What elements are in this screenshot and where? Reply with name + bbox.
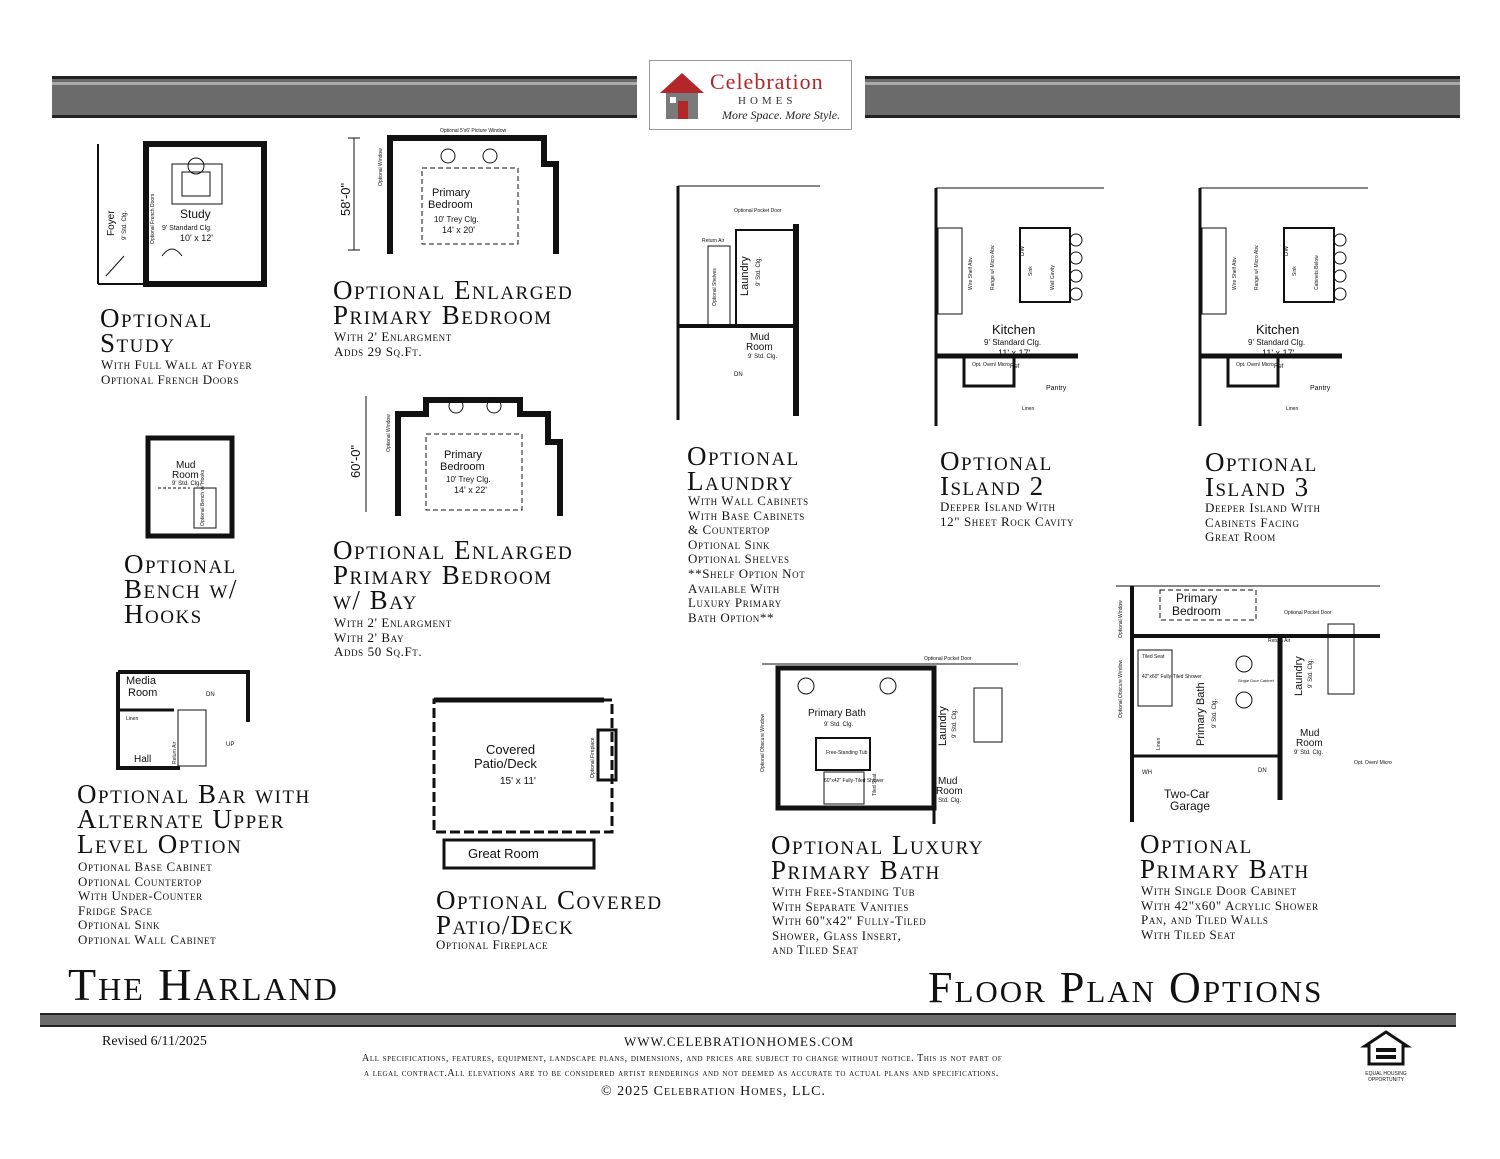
brand-sub: HOMES — [738, 95, 797, 107]
plan-bar — [114, 668, 254, 774]
french-doors-label: Optional French Doors — [150, 193, 156, 244]
island2-sink-label: Sink — [1028, 266, 1034, 276]
desc-bar: Optional Base Cabinet Optional Countertop With Under-Counter Fridge Space Optional Sink Optional Wall Cabinet — [78, 859, 217, 947]
bench-room-line2: Room — [172, 470, 199, 481]
title-island-3: Optional Island 3 — [1205, 447, 1318, 502]
foyer-label: Foyer — [106, 210, 117, 236]
revised-date: Revised 6/11/2025 — [102, 1034, 207, 1049]
patio-great-room-label: Great Room — [468, 846, 539, 861]
island2-oven-label: Opt. Oven/ Micro — [972, 362, 1010, 368]
primary-bath-clg-label: 9' Std. Clg. — [1212, 698, 1218, 728]
desc-island-2: Deeper Island With 12" Sheet Rock Cavity — [940, 499, 1075, 529]
bar-room-line2: Room — [128, 687, 158, 699]
luxury-mud-line2: Room — [936, 786, 963, 797]
desc-optional-study: With Full Wall at Foyer Optional French Doors — [101, 357, 253, 387]
plan-bench — [140, 432, 240, 544]
primary-obscure-label: Optional Obscure Window — [1118, 659, 1124, 718]
island3-oven-label: Opt. Oven/ Micro — [1236, 362, 1274, 368]
header-band-left — [52, 76, 637, 118]
bay-clg-label: 10' Trey Clg. — [446, 475, 491, 484]
eho-line-2: OPPORTUNITY — [1367, 1077, 1405, 1083]
desc-island-3: Deeper Island With Cabinets Facing Great Room — [1205, 500, 1321, 545]
plan-laundry — [670, 180, 830, 426]
island2-cavity-label: Wall Cavity — [1050, 265, 1056, 290]
title-luxury-bath: Optional Luxury Primary Bath — [771, 830, 985, 885]
primary-laundry-label: Laundry — [1293, 656, 1305, 696]
laundry-pocket-label: Optional Pocket Door — [734, 208, 782, 214]
bay-room-label — [440, 449, 485, 473]
desc-laundry: With Wall Cabinets With Base Cabinets & Countertop Optional Sink Optional Shelves **Shelf Option Not Available With Luxury Primary Bath Option** — [688, 493, 809, 625]
island3-cabinets-label: Cabinets Below — [1314, 255, 1320, 290]
study-dims-label: 10' x 12' — [180, 233, 213, 243]
island2-shelf-label: Wire Shelf Abv. — [968, 256, 974, 290]
island3-sink-label: Sink — [1292, 266, 1298, 276]
patio-fireplace-label: Optional Fireplace — [590, 737, 596, 778]
bay-room-line2: Bedroom — [440, 461, 485, 473]
laundry-room-label: Laundry — [739, 256, 751, 296]
island3-dw-label: DW — [1284, 246, 1290, 256]
primary-cabinet-label: Single Door Cabinet — [1238, 678, 1274, 683]
enlarged-clg-label: 10' Trey Clg. — [434, 215, 479, 224]
laundry-mud-label — [746, 332, 773, 353]
desc-patio: Optional Fireplace — [436, 937, 549, 952]
bay-dims-label: 14' x 22' — [454, 485, 487, 495]
luxury-laundry-label: Laundry — [937, 706, 949, 746]
island2-dims-label: 11' x 17' — [998, 348, 1031, 358]
brand-name: Celebration — [710, 69, 824, 94]
picture-window-label: Optional 5'x6' Picture Window — [440, 128, 507, 134]
title-bar: Optional Bar with Alternate Upper Level Option — [77, 779, 311, 859]
island3-pantry-label: Pantry — [1310, 385, 1331, 392]
desc-primary-bath: With Single Door Cabinet With 42"x60" Acrylic Shower Pan, and Tiled Walls With Tiled Seat — [1141, 883, 1319, 942]
title-enlarged-bedroom: Optional Enlarged Primary Bedroom — [333, 275, 574, 330]
footer-rule — [40, 1013, 1456, 1027]
enlarged-room-line2: Bedroom — [428, 199, 473, 211]
primary-wh-label: WH — [1142, 770, 1152, 776]
header-band-right — [865, 76, 1460, 118]
primary-mud-line1: Mud — [1300, 728, 1320, 739]
title-laundry: Optional Laundry — [687, 441, 800, 496]
primary-bedroom-line2: Bedroom — [1172, 604, 1221, 618]
disclaimer-line-1: All specifications, features, equipment, landscape plans, dimensions, and prices are subject to change without notice. This is not part of — [362, 1053, 1003, 1064]
primary-linen-label: Linen — [1156, 737, 1162, 750]
copyright: © 2025 Celebration Homes, LLC. — [601, 1084, 826, 1099]
island2-room-label: Kitchen — [992, 322, 1036, 337]
patio-room-label — [474, 742, 537, 771]
bench-room-label — [172, 460, 199, 481]
disclaimer-line-2: a legal contract.All elevations are to be considered artist renderings and not deemed as accurate to actual plans and specifications. — [364, 1068, 999, 1079]
luxury-mud-clg-label: 9' Std. Clg. — [932, 798, 962, 804]
primary-pocket-label: Optional Pocket Door — [1284, 610, 1332, 616]
luxury-tub-label: Free-Standing Tub — [826, 750, 868, 756]
bench-hooks-label: Optional Bench w/ Hooks — [200, 469, 206, 526]
island3-room-label: Kitchen — [1256, 322, 1300, 337]
website-link[interactable]: WWW.CELEBRATIONHOMES.COM — [624, 1034, 855, 1049]
primary-dn-label: DN — [1258, 768, 1267, 774]
laundry-dn-label: DN — [734, 372, 743, 378]
study-room-label: Study — [180, 207, 211, 221]
bench-clg-label: 9' Std. Clg. — [172, 481, 202, 487]
brand-tagline: More Space. More Style. — [722, 108, 841, 122]
luxury-pocket-label: Optional Pocket Door — [924, 656, 972, 662]
primary-seat-label: Tiled Seat — [1142, 654, 1165, 660]
luxury-bath-clg-label: 9' Std. Clg. — [824, 722, 854, 728]
equal-housing-icon — [1363, 1030, 1409, 1066]
island2-linen-label: Linen — [1022, 406, 1035, 412]
title-bay-bedroom: Optional Enlarged Primary Bedroom w/ Bay — [333, 535, 574, 615]
primary-bedroom-line1: Primary — [1176, 591, 1218, 605]
equal-housing-logo — [1358, 1030, 1414, 1083]
plan-study — [92, 136, 272, 296]
primary-shower-label: 42"x60" Fully-Tiled Shower — [1142, 674, 1202, 680]
luxury-laundry-clg-label: 9' Std. Clg. — [952, 708, 958, 738]
island3-ref-label: Ref — [1274, 364, 1284, 370]
study-clg-label: 9' Standard Clg. — [162, 225, 212, 232]
house-logo-icon — [656, 67, 708, 123]
primary-mud-label — [1296, 728, 1323, 749]
bay-dimline-label: 60'-0" — [348, 444, 363, 478]
laundry-mud-clg-label: 9' Std. Clg. — [748, 354, 778, 360]
island3-shelf-label: Wire Shelf Abv. — [1232, 256, 1238, 290]
title-patio: Optional Covered Patio/Deck — [436, 885, 663, 940]
bench-room-line1: Mud — [176, 460, 196, 471]
enlarged-dims-label: 14' x 20' — [442, 225, 475, 235]
primary-bath-label: Primary Bath — [1195, 682, 1207, 746]
bar-room-label — [126, 675, 157, 699]
bar-up-label: UP — [226, 742, 235, 748]
bar-return-label: Return Air — [172, 741, 178, 764]
island3-linen-label: Linen — [1286, 406, 1299, 412]
primary-laundry-clg-label: 9' Std. Clg. — [1308, 658, 1314, 688]
luxury-bath-label: Primary Bath — [808, 708, 866, 719]
bay-side-window-label: Optional Window — [386, 414, 392, 452]
primary-mud-line2: Room — [1296, 738, 1323, 749]
luxury-shower-label: 60"x42" Fully-Tiled Shower — [824, 778, 884, 784]
patio-dims-label: 15' x 11' — [500, 776, 536, 787]
title-optional-study: Optional Study — [100, 303, 213, 358]
bar-linen-label: Linen — [126, 716, 139, 722]
desc-bay-bedroom: With 2' Enlargment With 2' Bay Adds 50 Sq.Ft. — [334, 615, 452, 660]
bay-room-line1: Primary — [444, 449, 482, 461]
plan-island-3 — [1192, 180, 1372, 430]
bar-hall-label: Hall — [134, 754, 152, 765]
luxury-mud-line1: Mud — [938, 776, 958, 787]
plan-name: The Harland — [68, 959, 339, 1010]
title-island-2: Optional Island 2 — [940, 446, 1053, 501]
primary-return-label: Return Air — [1268, 638, 1291, 644]
foyer-clg-label: 9' Std. Clg. — [122, 210, 128, 240]
island2-pantry-label: Pantry — [1046, 385, 1067, 392]
primary-mud-clg-label: 9' Std. Clg. — [1294, 750, 1324, 756]
primary-bedroom-label — [1172, 591, 1221, 618]
island3-range-label: Range w/ Micro Abv. — [1254, 244, 1260, 290]
primary-garage-line1: Two-Car — [1164, 787, 1210, 801]
laundry-clg-label: 9' Std. Clg. — [756, 256, 762, 286]
island3-clg-label: 9' Standard Clg. — [1248, 338, 1306, 347]
luxury-mud-label — [936, 776, 963, 797]
plan-island-2 — [928, 180, 1108, 430]
enlarged-dimline-label: 58'-0" — [338, 182, 353, 216]
title-bench: Optional Bench w/ Hooks — [124, 549, 238, 629]
laundry-mud-line1: Mud — [750, 332, 770, 343]
plan-bay-bedroom — [330, 382, 580, 522]
enlarged-side-window-label: Optional Window — [378, 148, 384, 186]
desc-luxury-bath: With Free-Standing Tub With Separate Vanities With 60"x42" Fully-Tiled Shower, Glass Insert, and Tiled Seat — [772, 884, 927, 958]
primary-oven-label: Opt. Oven/ Micro — [1354, 760, 1392, 766]
bar-room-line1: Media — [126, 675, 156, 687]
brand-logo — [649, 60, 852, 130]
enlarged-room-line1: Primary — [432, 187, 470, 199]
primary-garage-line2: Garage — [1170, 799, 1211, 813]
island3-dims-label: 11' x 17' — [1262, 348, 1295, 358]
luxury-seat-label: Tiled Seat — [872, 773, 878, 796]
laundry-shelves-label: Optional Shelves — [712, 268, 718, 306]
primary-window-label: Optional Window — [1118, 600, 1124, 638]
desc-enlarged-bedroom: With 2' Enlargment Adds 29 Sq.Ft. — [334, 329, 452, 359]
island2-range-label: Range w/ Micro Abv. — [990, 244, 996, 290]
primary-garage-label — [1164, 787, 1210, 813]
enlarged-room-label — [428, 187, 473, 211]
bar-dn-label: DN — [206, 692, 215, 698]
eho-line-1: EQUAL HOUSING — [1365, 1071, 1407, 1077]
patio-room-line1: Covered — [486, 742, 536, 757]
island2-clg-label: 9' Standard Clg. — [984, 338, 1042, 347]
island2-dw-label: DW — [1020, 246, 1026, 256]
title-primary-bath: Optional Primary Bath — [1140, 829, 1310, 884]
luxury-window-label: Optional Obscure Window — [760, 713, 766, 772]
plan-luxury-bath — [754, 654, 1024, 830]
plan-enlarged-bedroom — [330, 124, 570, 264]
laundry-mud-line2: Room — [746, 342, 773, 353]
patio-room-line2: Patio/Deck — [474, 756, 537, 771]
laundry-return-label: Return Air — [702, 238, 725, 244]
plan-primary-bath — [1108, 578, 1392, 828]
floor-plan-options-heading: Floor Plan Options — [928, 963, 1324, 1012]
plan-patio — [428, 680, 624, 874]
island2-ref-label: Ref — [1010, 364, 1020, 370]
